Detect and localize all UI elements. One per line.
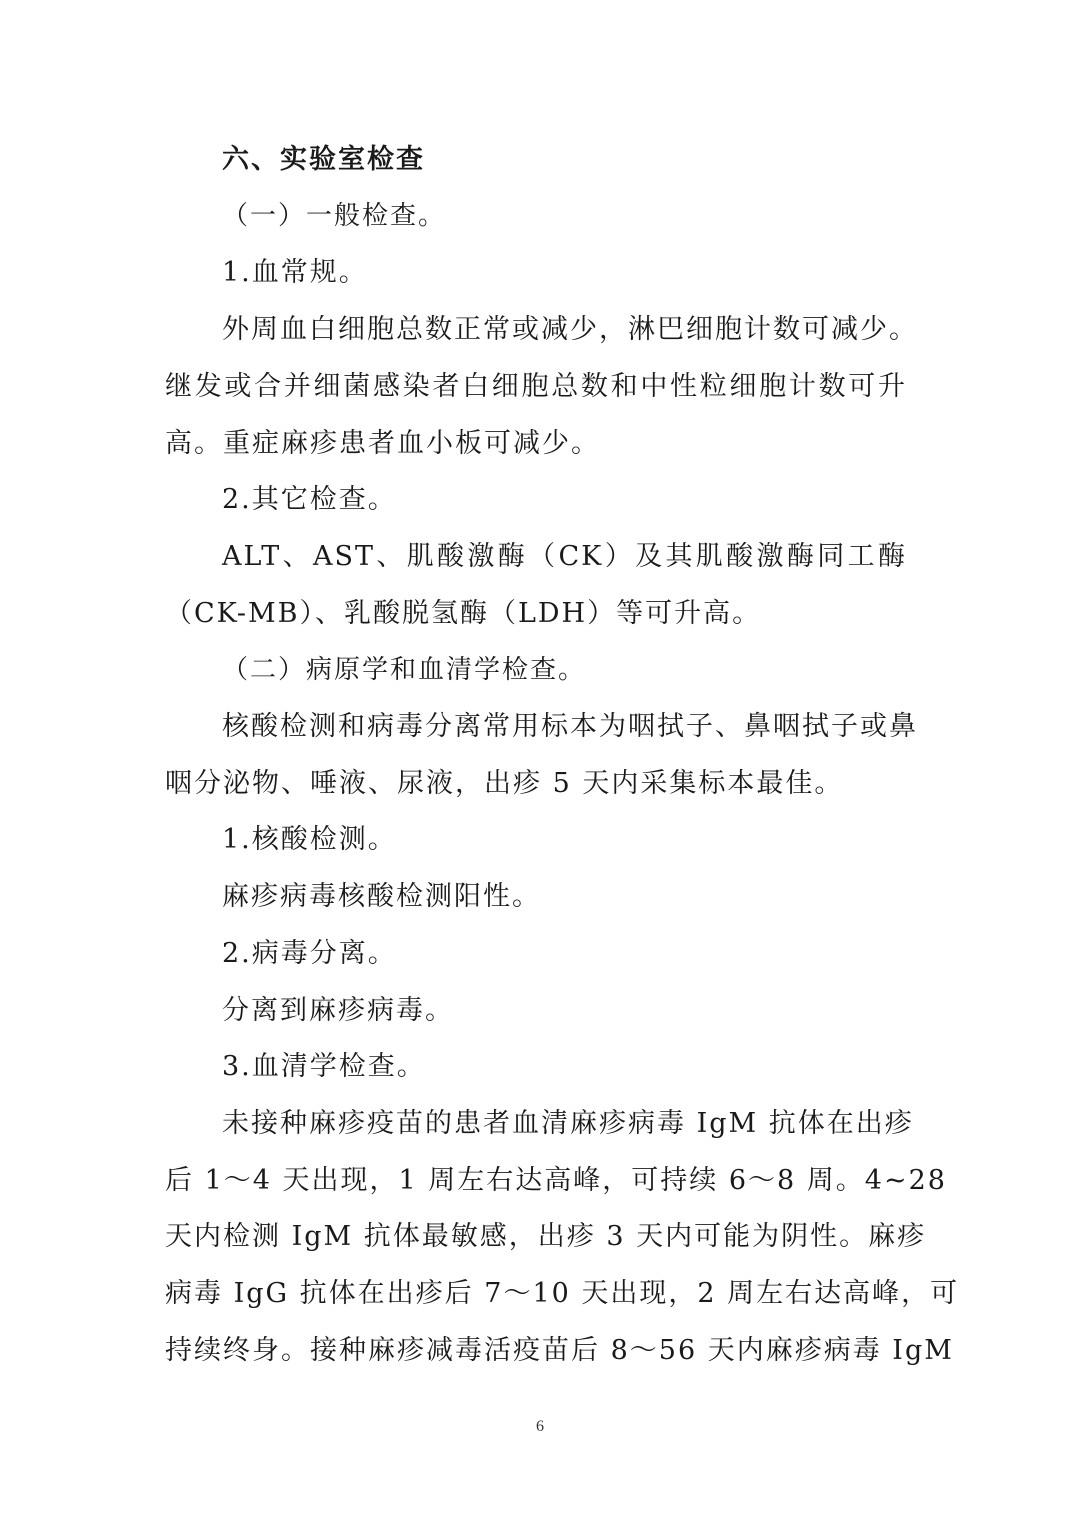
other-exam-title: 2.其它检查。 (222, 484, 397, 515)
paragraph-line: 继发或合并细菌感染者白细胞总数和中性粒细胞计数可升 (165, 371, 907, 402)
section-heading: 六、实验室检查 (222, 144, 425, 175)
pathogen-exam-title: （二）病原学和血清学检查。 (222, 655, 587, 685)
paragraph-line: （CK-MB）、乳酸脱氢酶（LDH）等可升高。 (165, 598, 762, 629)
blood-routine-title: 1.血常规。 (222, 257, 368, 288)
virus-isolation-title: 2.病毒分离。 (222, 938, 397, 969)
paragraph-line: 咽分泌物、唾液、尿液，出疹 5 天内采集标本最佳。 (165, 768, 844, 799)
paragraph-line: 后 1～4 天出现，1 周左右达高峰，可持续 6～8 周。4~28 (165, 1165, 947, 1196)
paragraph-line: 未接种麻疹疫苗的患者血清麻疹病毒 IgM 抗体在出疹 (222, 1108, 914, 1139)
nucleic-acid-title: 1.核酸检测。 (222, 824, 397, 855)
general-exam-title: （一）一般检查。 (222, 201, 447, 231)
paragraph-line: 高。重症麻疹患者血小板可减少。 (165, 428, 600, 459)
nucleic-acid-text: 麻疹病毒核酸检测阳性。 (222, 881, 541, 912)
paragraph-line: 核酸检测和病毒分离常用标本为咽拭子、鼻咽拭子或鼻 (222, 711, 918, 742)
serology-title: 3.血清学检查。 (222, 1051, 426, 1082)
paragraph-line: 病毒 IgG 抗体在出疹后 7～10 天出现，2 周左右达高峰，可 (165, 1278, 960, 1309)
paragraph-line: 外周血白细胞总数正常或减少，淋巴细胞计数可减少。 (222, 314, 918, 345)
virus-isolation-text: 分离到麻疹病毒。 (222, 995, 454, 1026)
page-number: 6 (536, 1418, 544, 1435)
paragraph-line: ALT、AST、肌酸激酶（CK）及其肌酸激酶同工酶 (222, 541, 907, 572)
paragraph-line: 天内检测 IgM 抗体最敏感，出疹 3 天内可能为阴性。麻疹 (165, 1221, 927, 1252)
paragraph-line: 持续终身。接种麻疹减毒活疫苗后 8～56 天内麻疹病毒 IgM (165, 1335, 954, 1366)
